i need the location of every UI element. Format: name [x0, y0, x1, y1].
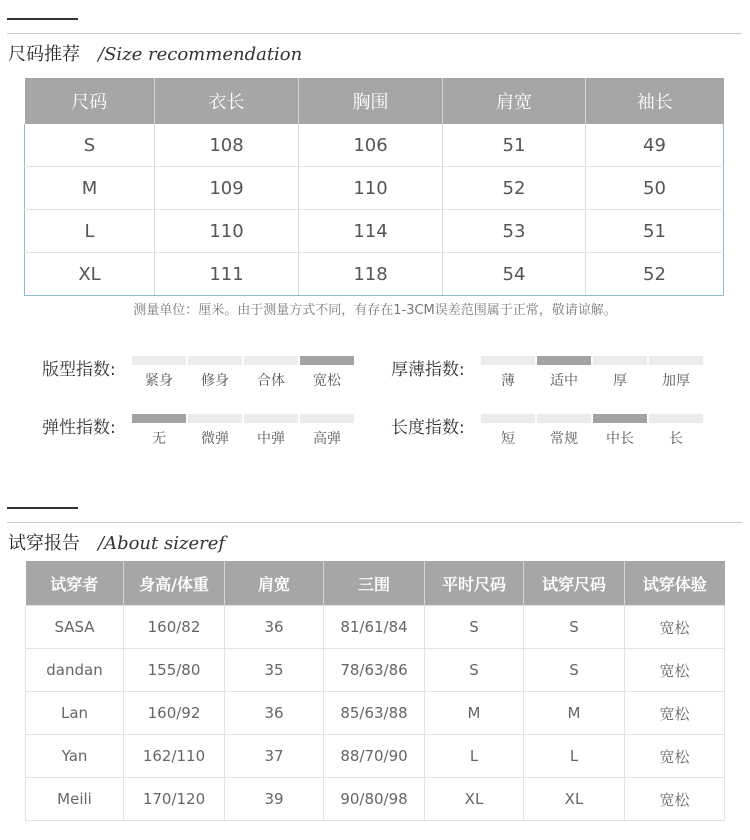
shoulder-col-header: 肩宽 [443, 78, 586, 124]
measurements-col-header: 三围 [324, 561, 425, 606]
size-table [24, 78, 724, 296]
table-cell: 109 [155, 167, 299, 210]
table-cell: 54 [443, 253, 586, 296]
length-option-label: 常规 [550, 431, 578, 447]
table-cell: 110 [155, 210, 299, 253]
size-col-header: 尺码 [25, 78, 155, 124]
table-cell: S [25, 124, 155, 167]
size-section-subtitle: /Size recommendation [98, 44, 303, 65]
table-cell: M [524, 692, 625, 735]
elasticity-segment [300, 414, 354, 423]
size-section-header [8, 40, 302, 66]
table-row [26, 778, 725, 821]
table-cell: 36 [225, 692, 324, 735]
length-segment [593, 414, 647, 423]
table-cell: 111 [155, 253, 299, 296]
table-cell: S [425, 649, 524, 692]
table-cell: 52 [586, 253, 724, 296]
table-cell: 78/63/86 [324, 649, 425, 692]
fit-option-label: 合体 [257, 373, 285, 389]
tryon-section-title: 试穿报告 [8, 533, 80, 554]
chest-col-header: 胸围 [299, 78, 443, 124]
elasticity-option-label: 无 [152, 431, 166, 447]
thickness-index-label: 厚薄指数: [391, 360, 465, 380]
tester-col-header: 试穿者 [26, 561, 124, 606]
table-cell: 85/63/88 [324, 692, 425, 735]
elasticity-option-label: 微弹 [201, 431, 229, 447]
thickness-option-label: 薄 [501, 373, 515, 389]
table-cell: S [524, 606, 625, 649]
fit-option-label: 宽松 [313, 373, 341, 389]
table-cell: XL [425, 778, 524, 821]
elasticity-option-label: 高弹 [313, 431, 341, 447]
length-segment [649, 414, 703, 423]
height-weight-col-header: 身高/体重 [124, 561, 225, 606]
table-cell: SASA [26, 606, 124, 649]
table-cell: 宽松 [625, 649, 725, 692]
table-cell: 宽松 [625, 606, 725, 649]
sleeve-col-header: 袖长 [586, 78, 724, 124]
table-row [25, 253, 724, 296]
table-cell: 160/92 [124, 692, 225, 735]
table-row [26, 735, 725, 778]
table-cell: 宽松 [625, 778, 725, 821]
table-cell: 39 [225, 778, 324, 821]
table-cell: Yan [26, 735, 124, 778]
table-cell: L [425, 735, 524, 778]
thickness-segment [481, 356, 535, 365]
table-cell: 108 [155, 124, 299, 167]
table-cell: 宽松 [625, 735, 725, 778]
thickness-segment [649, 356, 703, 365]
table-cell: 81/61/84 [324, 606, 425, 649]
table-cell: 53 [443, 210, 586, 253]
table-cell: 49 [586, 124, 724, 167]
fit-index-label: 版型指数: [42, 360, 116, 380]
table-cell: 155/80 [124, 649, 225, 692]
table-cell: Lan [26, 692, 124, 735]
table-cell: 170/120 [124, 778, 225, 821]
table-cell: 162/110 [124, 735, 225, 778]
table-row [26, 692, 725, 735]
table-cell: S [425, 606, 524, 649]
section-divider [7, 522, 742, 523]
table-cell: 114 [299, 210, 443, 253]
table-cell: 90/80/98 [324, 778, 425, 821]
section-divider [7, 33, 742, 34]
experience-col-header: 试穿体验 [625, 561, 725, 606]
table-cell: 110 [299, 167, 443, 210]
table-cell: 51 [586, 210, 724, 253]
length-col-header: 衣长 [155, 78, 299, 124]
elasticity-segment [244, 414, 298, 423]
length-option-label: 长 [669, 431, 683, 447]
table-cell: XL [25, 253, 155, 296]
tryon-table-header-row [26, 561, 725, 606]
table-row [25, 124, 724, 167]
table-cell: 118 [299, 253, 443, 296]
table-cell: L [524, 735, 625, 778]
thickness-option-label: 适中 [550, 373, 578, 389]
fit-segment [300, 356, 354, 365]
length-index-label: 长度指数: [391, 418, 465, 438]
table-row [26, 606, 725, 649]
length-option-label: 短 [501, 431, 515, 447]
length-segment [481, 414, 535, 423]
size-section-title: 尺码推荐 [8, 44, 80, 65]
table-cell: L [25, 210, 155, 253]
table-cell: 51 [443, 124, 586, 167]
table-cell: S [524, 649, 625, 692]
shoulder-col-header: 肩宽 [225, 561, 324, 606]
length-option-label: 中长 [606, 431, 634, 447]
table-cell: 宽松 [625, 692, 725, 735]
measurement-note: 测量单位：厘米。由于测量方式不同，有存在1-3CM误差范围属于正常，敬请谅解。 [133, 303, 617, 318]
thickness-segment [593, 356, 647, 365]
table-cell: 88/70/90 [324, 735, 425, 778]
table-cell: 106 [299, 124, 443, 167]
tryon-table [25, 561, 725, 821]
table-cell: Meili [26, 778, 124, 821]
table-cell: 52 [443, 167, 586, 210]
table-cell: 35 [225, 649, 324, 692]
fit-segment [132, 356, 186, 365]
table-cell: 50 [586, 167, 724, 210]
table-row [25, 167, 724, 210]
elasticity-option-label: 中弹 [257, 431, 285, 447]
table-cell: XL [524, 778, 625, 821]
tried-size-col-header: 试穿尺码 [524, 561, 625, 606]
thickness-option-label: 加厚 [662, 373, 690, 389]
length-segment [537, 414, 591, 423]
tryon-section-header [8, 529, 225, 555]
fit-segment [244, 356, 298, 365]
table-row [25, 210, 724, 253]
thickness-option-label: 厚 [613, 373, 627, 389]
thickness-segment [537, 356, 591, 365]
usual-size-col-header: 平时尺码 [425, 561, 524, 606]
fit-option-label: 紧身 [145, 373, 173, 389]
table-cell: 160/82 [124, 606, 225, 649]
table-cell: 36 [225, 606, 324, 649]
elasticity-segment [132, 414, 186, 423]
elasticity-segment [188, 414, 242, 423]
size-table-header-row [25, 78, 724, 124]
table-cell: M [425, 692, 524, 735]
fit-segment [188, 356, 242, 365]
table-row [26, 649, 725, 692]
table-cell: M [25, 167, 155, 210]
tryon-section-subtitle: /About sizeref [98, 533, 226, 554]
fit-option-label: 修身 [201, 373, 229, 389]
table-cell: 37 [225, 735, 324, 778]
section-accent-rule [7, 507, 78, 509]
table-cell: dandan [26, 649, 124, 692]
elasticity-index-label: 弹性指数: [42, 418, 116, 438]
section-accent-rule [7, 18, 78, 20]
